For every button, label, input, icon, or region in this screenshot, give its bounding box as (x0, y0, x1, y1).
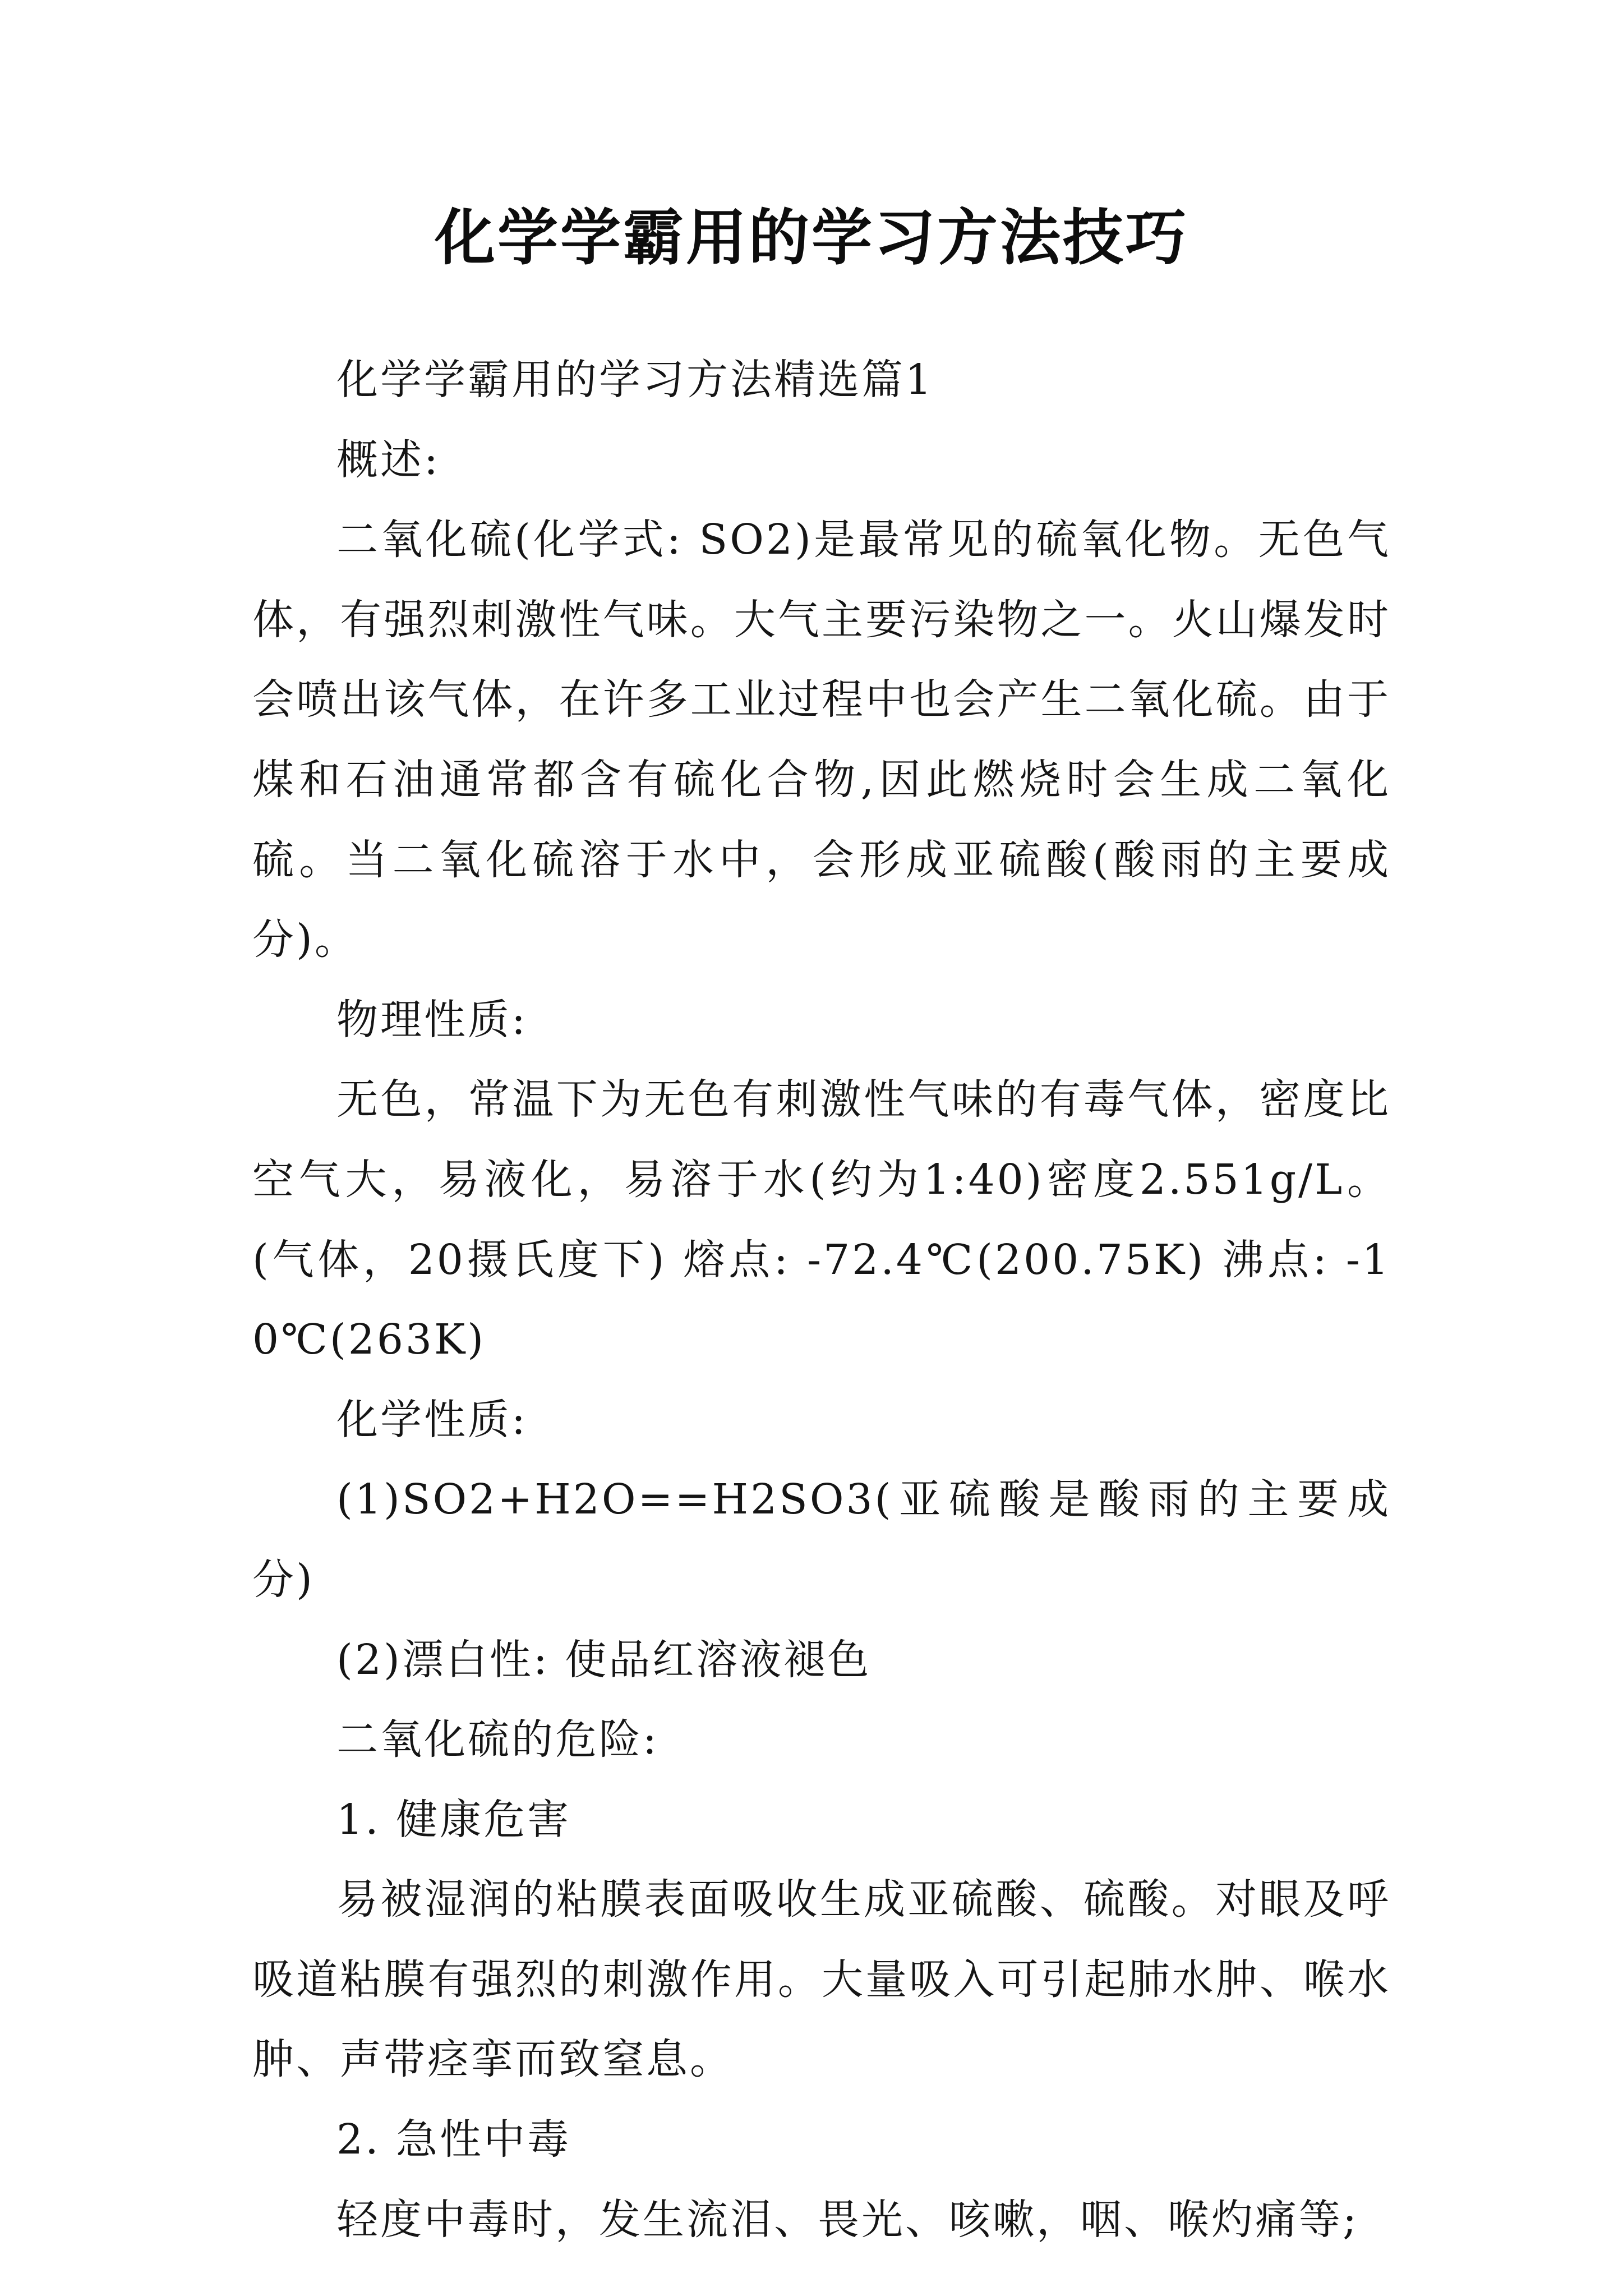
paragraph-physical-properties: 无色，常温下为无色有刺激性气味的有毒气体，密度比空气大，易液化，易溶于水(约为1:40)密度2.551g/L。(气体，20摄氏度下) 熔点: -72.4℃(200.75K) 沸点: -10℃(263K) (252, 1075, 1391, 1364)
label-physical-properties: 物理性质: (336, 995, 528, 1044)
label-chemical-properties: 化学性质: (336, 1395, 528, 1444)
chemical-property-1: (1)SO2+H2O==H2SO3(亚硫酸是酸雨的主要成分) (252, 1475, 1391, 1604)
paragraph-overview: 二氧化硫(化学式: SO2)是最常见的硫氧化物。无色气体，有强烈刺激性气味。大气主要污染物之一。火山爆发时会喷出该气体，在许多工业过程中也会产生二氧化硫。由于煤和石油通常都含有硫化合物,因此燃烧时会生成二氧化硫。当二氧化硫溶于水中，会形成亚硫酸(酸雨的主要成分)。 (252, 516, 1391, 964)
document-body (252, 340, 1391, 2260)
document-title: 化学学霸用的学习方法技巧 (434, 203, 1188, 273)
danger-heading-health: 1. 健康危害 (336, 1795, 571, 1844)
section-heading: 化学学霸用的学习方法精选篇1 (336, 356, 934, 404)
label-dangers: 二氧化硫的危险: (336, 1715, 659, 1764)
paragraph-acute-poisoning: 轻度中毒时，发生流泪、畏光、咳嗽，咽、喉灼痛等; (336, 2195, 1359, 2244)
paragraph-health-hazard: 易被湿润的粘膜表面吸收生成亚硫酸、硫酸。对眼及呼吸道粘膜有强烈的刺激作用。大量吸入可引起肺水肿、喉水肿、声带痉挛而致窒息。 (252, 1875, 1391, 2084)
label-overview: 概述: (336, 435, 440, 484)
chemical-property-2: (2)漂白性: 使品红溶液褪色 (336, 1635, 872, 1684)
danger-heading-acute: 2. 急性中毒 (336, 2115, 571, 2164)
